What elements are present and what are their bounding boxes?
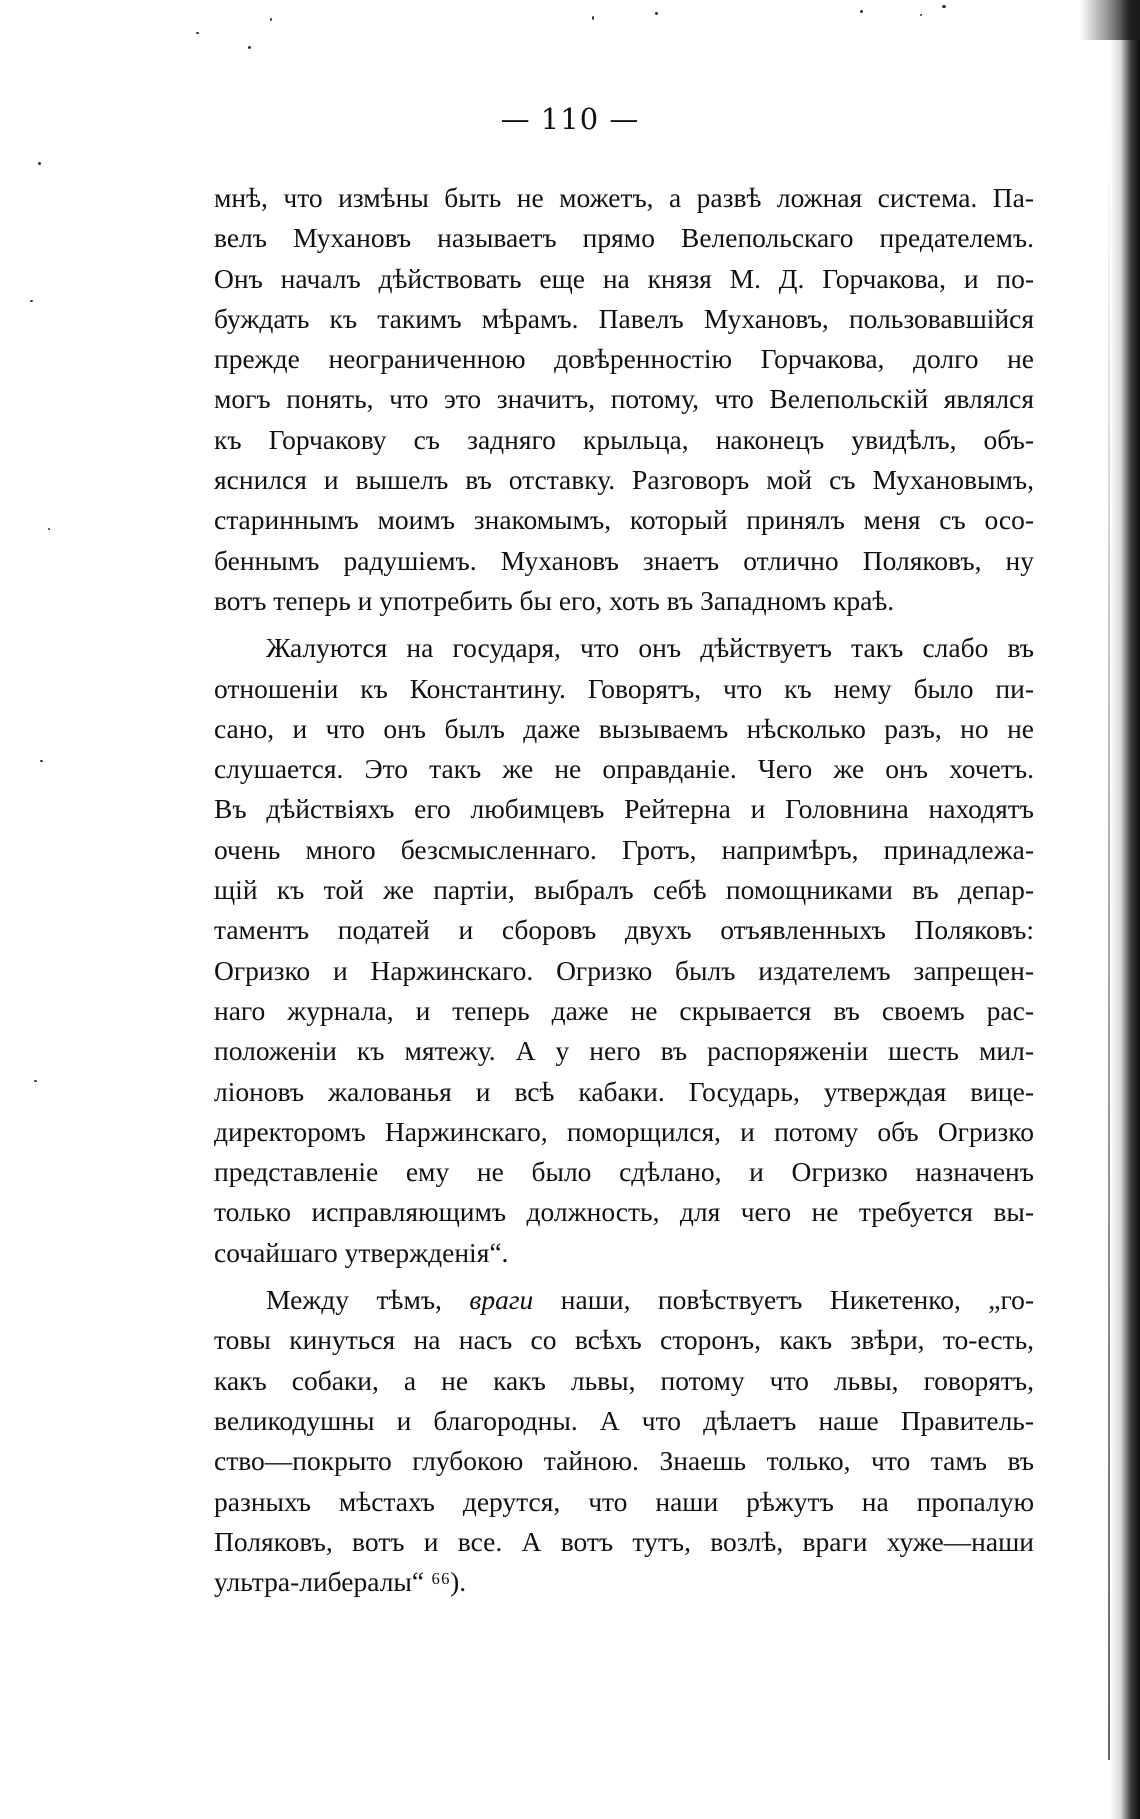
text-line: Поляковъ, вотъ и все. А вотъ тутъ, возлѣ, враги хуже—наши <box>214 1525 1034 1557</box>
text-fragment: Между тѣмъ, <box>266 1284 470 1316</box>
text-line: могъ понять, что это значитъ, потому, что Велепольскій являлся <box>214 383 1034 415</box>
text-line: какъ собаки, а не какъ львы, потому что львы, говорятъ, <box>214 1364 1034 1396</box>
text-line: яснился и вышелъ въ отставку. Разговоръ мой съ Мухановымъ, <box>214 464 1034 496</box>
text-line: Жалуются на государя, что онъ дѣйствуетъ такъ слабо въ <box>266 632 1034 664</box>
text-line: стариннымъ моимъ знакомымъ, который принялъ меня съ осо- <box>214 504 1034 536</box>
text-line: вотъ теперь и употребить бы его, хоть въ Западномъ краѣ. <box>214 584 895 616</box>
scan-speck <box>860 10 863 13</box>
scan-edge <box>1110 0 1140 1819</box>
italic-word: враги <box>469 1284 534 1316</box>
body-text <box>214 178 1034 1602</box>
text-line: отношеніи къ Константину. Говорятъ, что къ нему было пи- <box>214 672 1034 704</box>
scan-speck <box>592 16 594 20</box>
paragraph-3 <box>214 1280 1034 1602</box>
scan-speck <box>48 528 50 530</box>
text-line: беннымъ радушіемъ. Мухановъ знаетъ отлично Поляковъ, ну <box>214 544 1034 576</box>
text-line: сано, и что онъ былъ даже вызываемъ нѣсколько разъ, но не <box>214 712 1034 744</box>
scan-speck <box>196 32 199 34</box>
paragraph-2 <box>214 628 1034 1273</box>
text-line: директоромъ Наржинскаго, поморщился, и потому объ Огризко <box>214 1115 1034 1147</box>
text-line: велъ Мухановъ называетъ прямо Велепольскаго предателемъ. <box>214 222 1034 254</box>
scan-speck <box>270 18 272 21</box>
scan-speck <box>248 46 251 49</box>
text-line: очень много безсмысленнаго. Гротъ, напримѣръ, принадлежа- <box>214 833 1034 865</box>
text-line: прежде неограниченною довѣренностію Горчакова, долго не <box>214 343 1034 375</box>
text-line: щій къ той же партіи, выбралъ себѣ помощниками въ депар- <box>214 874 1034 906</box>
text-line: только исправляющимъ должность, для чего не требуется вы- <box>214 1196 1034 1228</box>
scan-speck <box>40 760 43 762</box>
text-line: товы кинуться на насъ со всѣхъ сторонъ, какъ звѣри, то-есть, <box>214 1324 1034 1356</box>
scan-speck <box>30 300 33 302</box>
text-line-with-italic <box>214 1280 1034 1320</box>
page-number: — 110 — <box>500 102 640 136</box>
text-line: наго журнала, и теперь даже не скрывается въ своемъ рас- <box>214 994 1034 1026</box>
scan-speck <box>34 1080 37 1082</box>
scan-speck <box>655 12 658 15</box>
text-line: буждать къ такимъ мѣрамъ. Павелъ Мухановъ, пользовавшійся <box>214 302 1034 334</box>
text-line: мнѣ, что измѣны быть не можетъ, а развѣ ложная система. Па- <box>214 182 1034 213</box>
text-line: ліоновъ жалованья и всѣ кабаки. Государь, утверждая вице- <box>214 1075 1034 1107</box>
text-line: великодушны и благородны. А что дѣлаетъ наше Правитель- <box>214 1404 1034 1436</box>
text-line: къ Горчакову съ задняго крыльца, наконецъ увидѣлъ, объ- <box>214 423 1034 455</box>
scan-speck <box>942 5 946 8</box>
text-line: положеніи къ мятежу. А у него въ распоряженіи шесть мил- <box>214 1035 1034 1067</box>
text-line: ство—покрыто глубокою тайною. Знаешь только, что тамъ въ <box>214 1445 1034 1477</box>
text-line: сочайшаго утвержденія“. <box>214 1236 509 1268</box>
scan-edge-top <box>1080 0 1140 40</box>
text-line: Огризко и Наржинскаго. Огризко былъ издателемъ запрещен- <box>214 954 1034 986</box>
text-fragment: наши, повѣствуетъ Никетенко, „го- <box>533 1284 1034 1316</box>
text-line: Онъ началъ дѣйствовать еще на князя М. Д. Горчакова, и по- <box>214 262 1034 294</box>
scan-speck <box>38 162 41 165</box>
text-line: слушается. Это такъ же не оправданіе. Чего же онъ хочетъ. <box>214 753 1034 785</box>
text-line: представленіе ему не было сдѣлано, и Огризко назначенъ <box>214 1156 1034 1188</box>
text-line: таментъ податей и сборовъ двухъ отъявленныхъ Поляковъ: <box>214 914 1034 946</box>
scan-speck <box>920 14 922 16</box>
page-fold-line <box>1108 120 1110 1760</box>
text-line: ультра-либералы“ ⁶⁶). <box>214 1566 467 1598</box>
text-line: Въ дѣйствіяхъ его любимцевъ Рейтерна и Головнина находятъ <box>214 793 1034 825</box>
paragraph-1 <box>214 178 1034 621</box>
text-line: разныхъ мѣстахъ дерутся, что наши рѣжутъ на пропалую <box>214 1485 1034 1517</box>
